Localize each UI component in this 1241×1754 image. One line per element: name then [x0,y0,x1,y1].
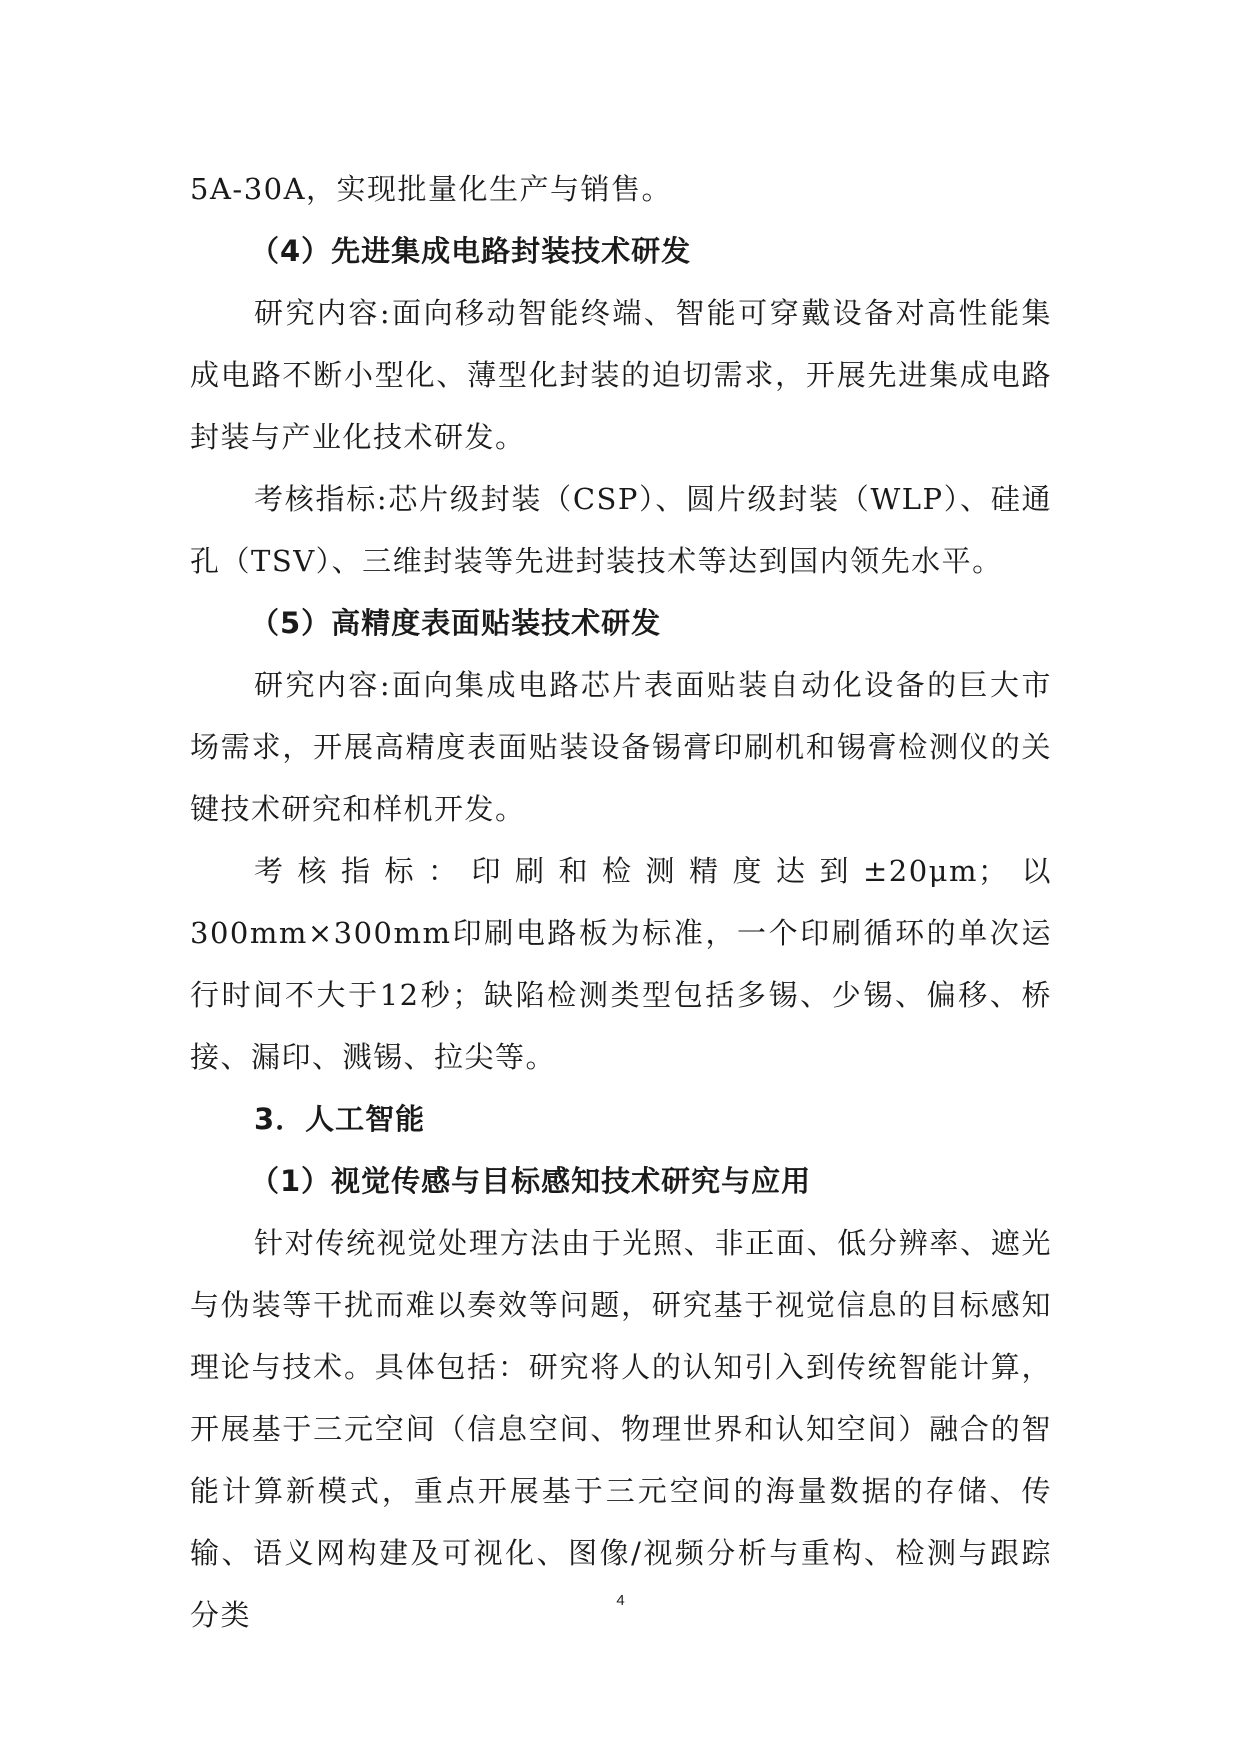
document-body [190,158,1052,1646]
paragraph-item-1-content: 针对传统视觉处理方法由于光照、非正面、低分辨率、遮光与伪装等干扰而难以奏效等问题，研究基于视觉信息的目标感知理论与技术。具体包括：研究将人的认知引入到传统智能计算，开展基于三元空间（信息空间、物理世界和认知空间）融合的智能计算新模式，重点开展基于三元空间的海量数据的存储、传输、语义网构建及可视化、图像/视频分析与重构、检测与跟踪分类 [190,1226,1052,1632]
paragraph-item-4-content: 研究内容:面向移动智能终端、智能可穿戴设备对高性能集成电路不断小型化、薄型化封装的迫切需求，开展先进集成电路封装与产业化技术研发。 [190,296,1052,454]
heading-section-3: 3．人工智能 [254,1102,426,1136]
paragraph-item-5-index: 考核指标：印刷和检测精度达到±20μm；以300mm×300mm印刷电路板为标准，一个印刷循环的单次运行时间不大于12秒；缺陷检测类型包括多锡、少锡、偏移、桥接、漏印、溅锡、拉尖等。 [190,854,1052,1074]
heading-item-4: （4）先进集成电路封装技术研发 [250,234,692,268]
heading-item-5: （5）高精度表面贴装技术研发 [250,606,662,640]
paragraph-item-5-content: 研究内容:面向集成电路芯片表面贴装自动化设备的巨大市场需求，开展高精度表面贴装设备锡膏印刷机和锡膏检测仪的关键技术研究和样机开发。 [190,668,1052,826]
paragraph-item-4-index: 考核指标:芯片级封装（CSP）、圆片级封装（WLP）、硅通孔（TSV）、三维封装等先进封装技术等达到国内领先水平。 [190,482,1052,578]
paragraph-intro-continuation: 5A-30A，实现批量化生产与销售。 [190,172,673,206]
heading-item-1: （1）视觉传感与目标感知技术研究与应用 [250,1164,812,1198]
page-number: 4 [616,1592,625,1609]
